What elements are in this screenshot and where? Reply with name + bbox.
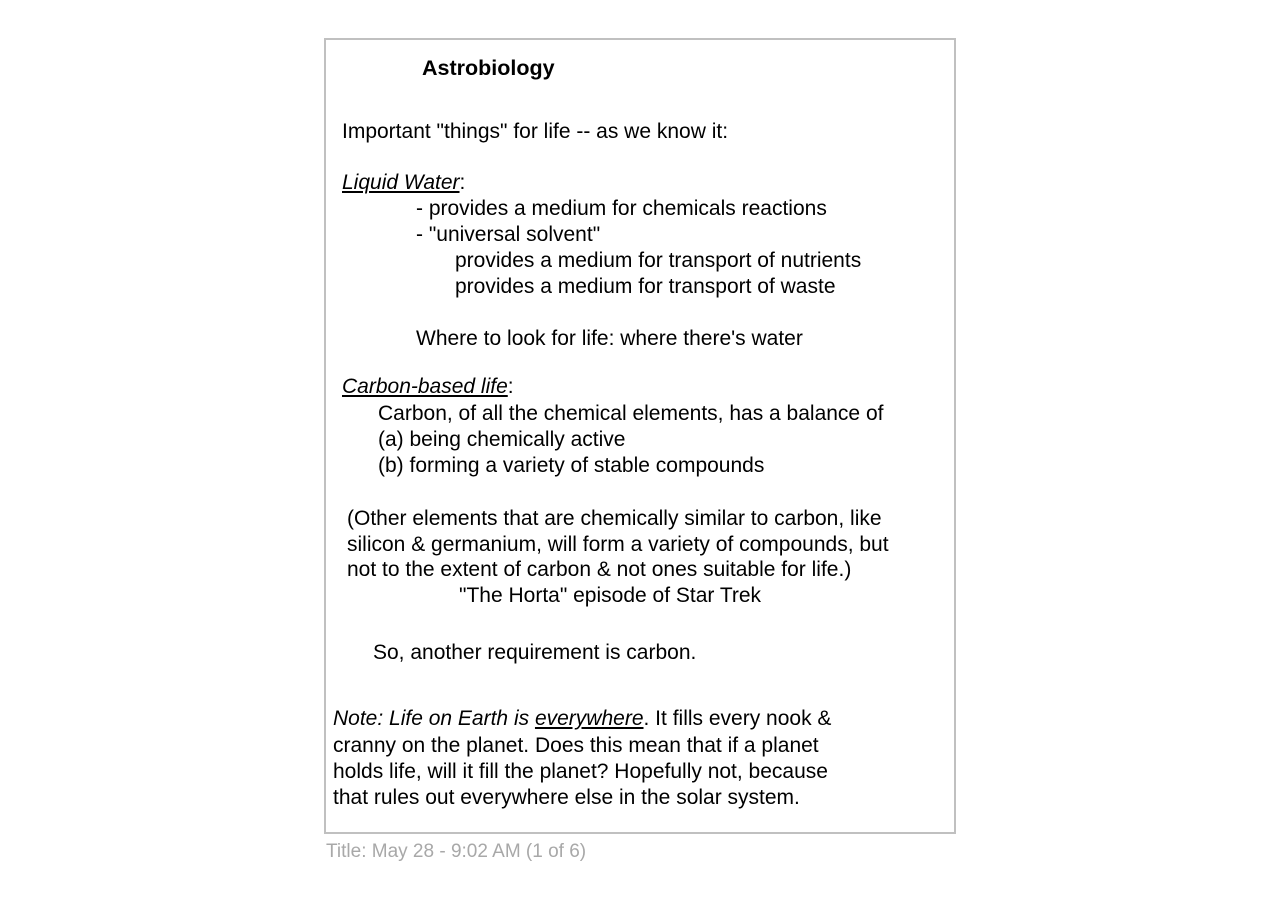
water-heading (342, 170, 465, 196)
carbon-heading-label: Carbon-based life (342, 375, 508, 398)
carbon-heading-colon: : (507, 375, 514, 398)
note-first-line-rest: . It fills every nook & (643, 707, 832, 730)
note-line-4: that rules out everywhere else in the solar system. (333, 786, 800, 809)
page-caption: Title: May 28 - 9:02 AM (1 of 6) (326, 841, 587, 862)
other-elements-line-3: not to the extent of carbon & not ones suitable for life.) (347, 558, 852, 581)
note-line-3: holds life, will it fill the planet? Hopefully not, because (333, 760, 828, 783)
note-line-2: cranny on the planet. Does this mean that if a planet (333, 734, 819, 757)
water-point-2: - "universal solvent" (416, 223, 601, 246)
water-point-1: - provides a medium for chemicals reactions (416, 197, 827, 220)
water-heading-colon: : (459, 171, 466, 194)
other-elements-line-2: silicon & germanium, will form a variety of compounds, but (347, 533, 889, 556)
carbon-requirement: So, another requirement is carbon. (373, 641, 697, 664)
carbon-line-3: (b) forming a variety of stable compounds (378, 454, 765, 477)
note-emphasis: everywhere (534, 707, 644, 730)
where-to-look-text: Where to look for life: where there's water (416, 327, 803, 350)
slide-page (324, 38, 956, 834)
water-subpoint-2: provides a medium for transport of waste (455, 275, 836, 298)
intro-text: Important "things" for life -- as we know it: (342, 120, 729, 143)
water-heading-label: Liquid Water (342, 171, 460, 194)
carbon-line-1: Carbon, of all the chemical elements, has a balance of (378, 402, 884, 425)
carbon-line-2: (a) being chemically active (378, 428, 626, 451)
other-elements-line-1: (Other elements that are chemically similar to carbon, like (347, 507, 882, 530)
carbon-heading (342, 374, 514, 400)
water-subpoint-1: provides a medium for transport of nutrients (455, 249, 862, 272)
note-prefix: Note: Life on Earth is (333, 707, 535, 730)
horta-reference: "The Horta" episode of Star Trek (459, 584, 762, 607)
slide-title: Astrobiology (422, 56, 555, 80)
note-line-1 (333, 706, 831, 732)
